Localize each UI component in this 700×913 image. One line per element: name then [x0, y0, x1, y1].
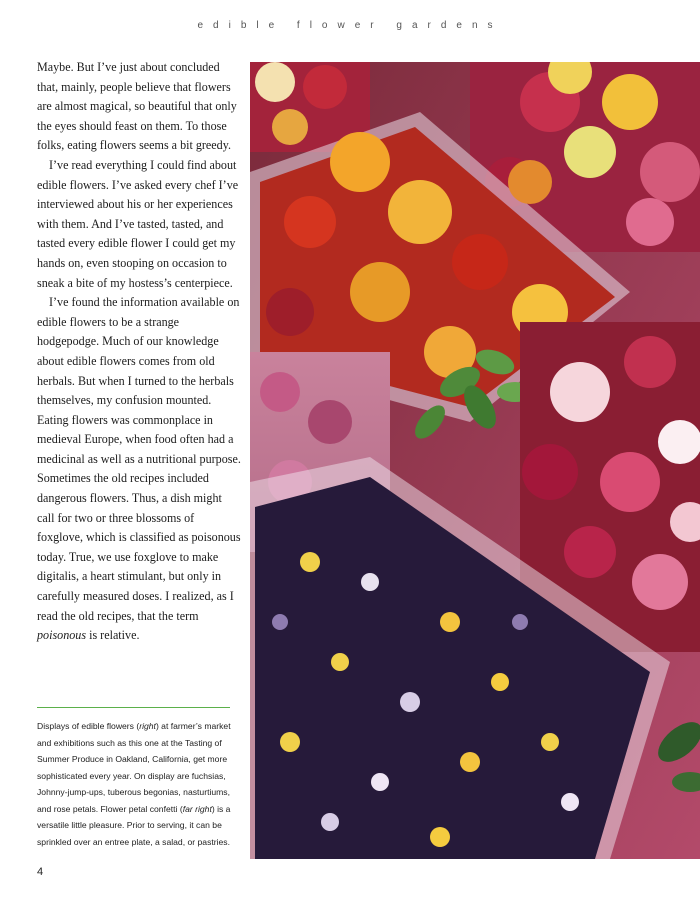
caption-divider-rule — [37, 707, 230, 708]
paragraph-3-end: is relative. — [89, 628, 140, 643]
caption-italic-right: right — [139, 721, 156, 731]
caption-text-3: ) is a versatile little pleasure. Prior to serving, it can be sprinkled over an entree plate, a salad, or pastries. — [37, 803, 231, 847]
paragraph-3-italic-term: poisonous — [37, 628, 87, 643]
body-text-column — [37, 58, 242, 646]
running-head: edible flower gardens — [197, 20, 503, 31]
paragraph-3-text: I’ve found the information available on edible flowers to be a strange hodgepodge. Much of our knowledge about edible flowers comes from old herbals. But when I turned to the herbals themselves, my confusion mounted. Eating flowers was commonplace in medieval Europe, when food often had a medicinal as well as a nutritional purpose. Sometimes the old recipes included dangerous flowers. Thus, a dish might call for two or three blossoms of foxglove, which is classified as poisonous today. True, we use foxglove to make digitalis, a heart stimulant, but only in carefully measured doses. I realized, as I read the old recipes, that the term — [37, 295, 241, 623]
paragraph-3 — [37, 293, 242, 646]
caption-text-2: ) at farmer’s market and exhibitions such as this one at the Tasting of Summer Produce in Oakland, California, get more sophisticated every year. On display are fuchsias, Johnny-jump-ups, tuberous begonias, nasturtiums, and rose petals. Flower petal confetti ( — [37, 721, 231, 814]
caption-italic-far-right: far right — [182, 803, 212, 814]
paragraph-1: Maybe. But I’ve just about concluded that, mainly, people believe that flowers are almost magical, so beautiful that only the eyes should feast on them. To those folks, eating flowers seems a bit greedy. — [37, 60, 237, 153]
caption-text-1: Displays of edible flowers ( — [37, 721, 140, 731]
page-number: 4 — [37, 866, 44, 878]
photo-caption — [37, 718, 237, 850]
edible-flowers-photo — [250, 62, 700, 859]
paragraph-2: I’ve read everything I could find about edible flowers. I’ve asked every chef I’ve interviewed about his or her experiences with them. And I’ve tasted, tasted, and tasted every edible flower I could get my hands on, even stooping on occasion to sneak a bite of my hostess’s centerpiece. — [37, 157, 239, 290]
flower-photo-illustration — [250, 62, 700, 859]
